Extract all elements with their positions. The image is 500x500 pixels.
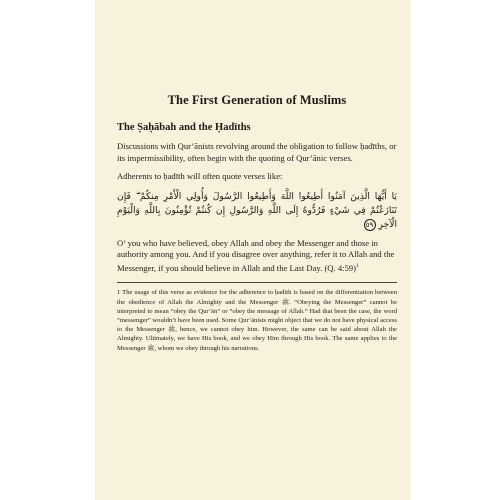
footnote-text-3: , hence, we cannot obey him. However, the same can be said about Allah the Almighty. Ultimately, we have His book, and we obey Him through His book. The same applies to the Messenger xyxy=(117,326,397,352)
chapter-title: The First Generation of Muslims xyxy=(167,93,347,107)
footnote xyxy=(117,288,397,352)
ayah-number-marker: ٥٩ xyxy=(364,219,376,231)
book-page xyxy=(95,0,411,500)
footnote-reference: 1 xyxy=(355,262,359,269)
salawat-icon: ﷺ xyxy=(147,344,155,352)
verse-translation xyxy=(117,238,397,275)
footnote-text-2: . “Obeying the Messenger” cannot be interpreted to mean “obey the Qur’ān” or “obey the message of Allah.” Had that been the case, the word “messenger” wouldn’t have been used. Some Qur’ānists might object that we do not have physical access to the Messenger xyxy=(117,298,397,334)
translation-text: O’ you who have believed, obey Allah and obey the Messenger and those in authority among you. And if you disagree over anything, refer it to Allah and the Messenger, if you should believe in Allah and the Last Day. (Q. 4:59) xyxy=(117,237,395,273)
lead-in-paragraph: Adherents to ḥadīth will often quote verses like: xyxy=(117,171,283,182)
salawat-icon: ﷺ xyxy=(281,298,290,306)
intro-paragraph: Discussions with Qur’ānists revolving around the obligation to follow ḥadīths, or its impermissibility, often begin with the quoting of Qur’ānic verses. xyxy=(117,141,397,163)
footnote-divider xyxy=(117,282,397,283)
footnote-text-1: The usage of this verse as evidence for the adherence to ḥadīth is based on the differentiation between the obedience of Allah the Almighty and the Messenger xyxy=(117,289,397,306)
verse-arabic-text: يَا أَيُّهَا الَّذِينَ آمَنُوا أَطِيعُوا اللَّهَ وَأَطِيعُوا الرَّسُولَ وَأُولِي الْأَمْرِ مِنكُمْ ۖ فَإِن تَنَازَعْتُمْ فِي شَيْءٍ فَرُدُّوهُ إِلَى اللَّهِ وَالرَّسُولِ إِن كُنتُمْ تُؤْمِنُونَ بِاللَّهِ وَالْيَوْمِ الْآخِرِ xyxy=(117,190,397,230)
footnote-number: 1 xyxy=(117,289,121,297)
quran-verse-arabic xyxy=(117,190,397,232)
footnote-text-4: , whom we obey through his narrations. xyxy=(154,344,260,352)
salawat-icon: ﷺ xyxy=(167,326,176,334)
section-heading: The Ṣaḥābah and the Ḥadīths xyxy=(117,122,251,133)
